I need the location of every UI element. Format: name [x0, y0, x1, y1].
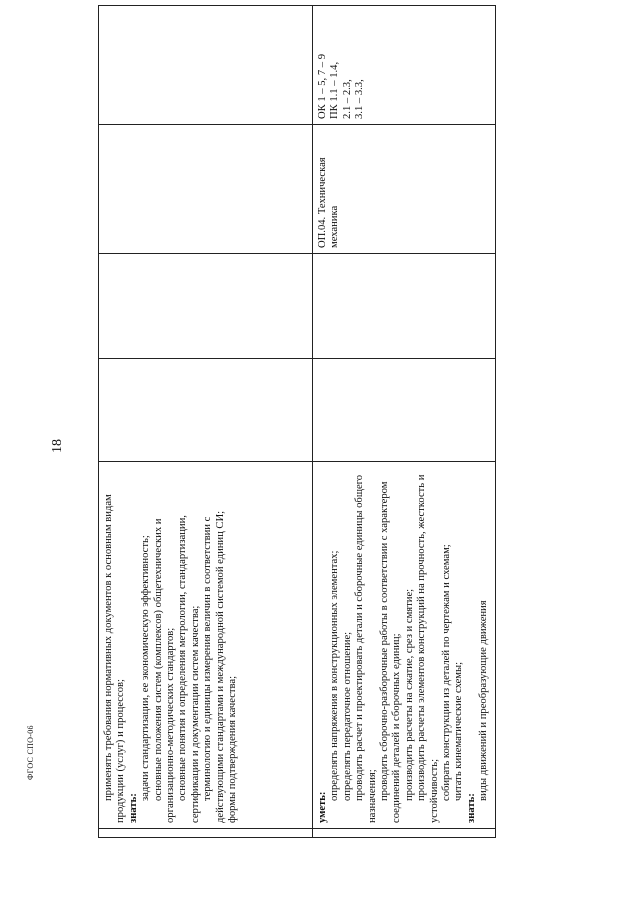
table-cell-empty	[99, 125, 313, 254]
text-line: формы подтверждения качества;	[227, 675, 239, 823]
table-row	[313, 6, 496, 838]
rotated-table-container	[98, 53, 490, 838]
table-cell-index	[313, 829, 496, 838]
text-line: основные понятия и определения метрологии, стандартизации, сертификации и документации систем качества;	[177, 515, 201, 823]
text-line: проводить расчет и проектировать детали и сборочные единицы общего назначения;	[354, 474, 378, 823]
text-line: собирать конструкции из деталей по чертежам и схемам;	[441, 544, 453, 801]
table-cell-empty	[313, 254, 496, 359]
discipline-cell	[313, 125, 496, 254]
section-heading-know: знать:	[465, 793, 477, 823]
text-line: терминологию и единицы измерения величин в соответствии с действующими стандартами и международной системой единиц СИ;	[202, 510, 226, 823]
table-cell-empty	[99, 6, 313, 125]
competencies-cell	[313, 6, 496, 125]
text-line: задачи стандартизации, ее экономическую эффективность;	[140, 535, 152, 801]
table-cell-empty	[99, 254, 313, 359]
footer-label: ФГОС СПО-06	[26, 725, 35, 780]
competency-line: 3.1 – 3.3,	[354, 79, 366, 119]
table-cell-index	[99, 829, 313, 838]
table-cell-empty	[99, 359, 313, 462]
competency-line: ОК 1 – 5, 7 – 9	[317, 53, 328, 119]
section-heading-know: знать:	[127, 793, 139, 823]
text-line: основные положения систем (комплексов) общетехнических и организационно-методических стандартов;	[152, 518, 177, 823]
text-line: производить расчеты на сжатие, срез и смятие;	[403, 588, 415, 801]
discipline-name: ОП.04. Техническая механика	[317, 157, 341, 248]
text-line: определять напряжения в конструкционных элементах;	[329, 550, 341, 801]
upper-content-cell	[99, 462, 313, 829]
text-line: производить расчеты элементов конструкций на прочность, жесткость и устойчивость;	[416, 474, 440, 823]
page-number: 18	[50, 439, 65, 453]
competency-line: ПК 1.1 – 1.4,	[329, 61, 341, 119]
section-heading-can: уметь:	[317, 791, 328, 823]
table-cell-empty	[313, 359, 496, 462]
text-line: применять требования нормативных документов к основным видам продукции (услуг) и процессов;	[103, 494, 127, 823]
table-row	[99, 6, 313, 838]
text-line: определять передаточное отношение;	[341, 631, 353, 801]
competency-line: 2.1 – 2.3,	[341, 79, 353, 119]
text-line: проводить сборочно-разборочные работы в соответствии с характером соединений деталей и сборочных единиц;	[379, 481, 403, 823]
text-line: виды движений и преобразующие движения	[478, 600, 490, 801]
lower-content-cell	[313, 462, 496, 829]
text-line: читать кинематические схемы;	[453, 661, 465, 801]
requirements-table	[98, 5, 496, 838]
